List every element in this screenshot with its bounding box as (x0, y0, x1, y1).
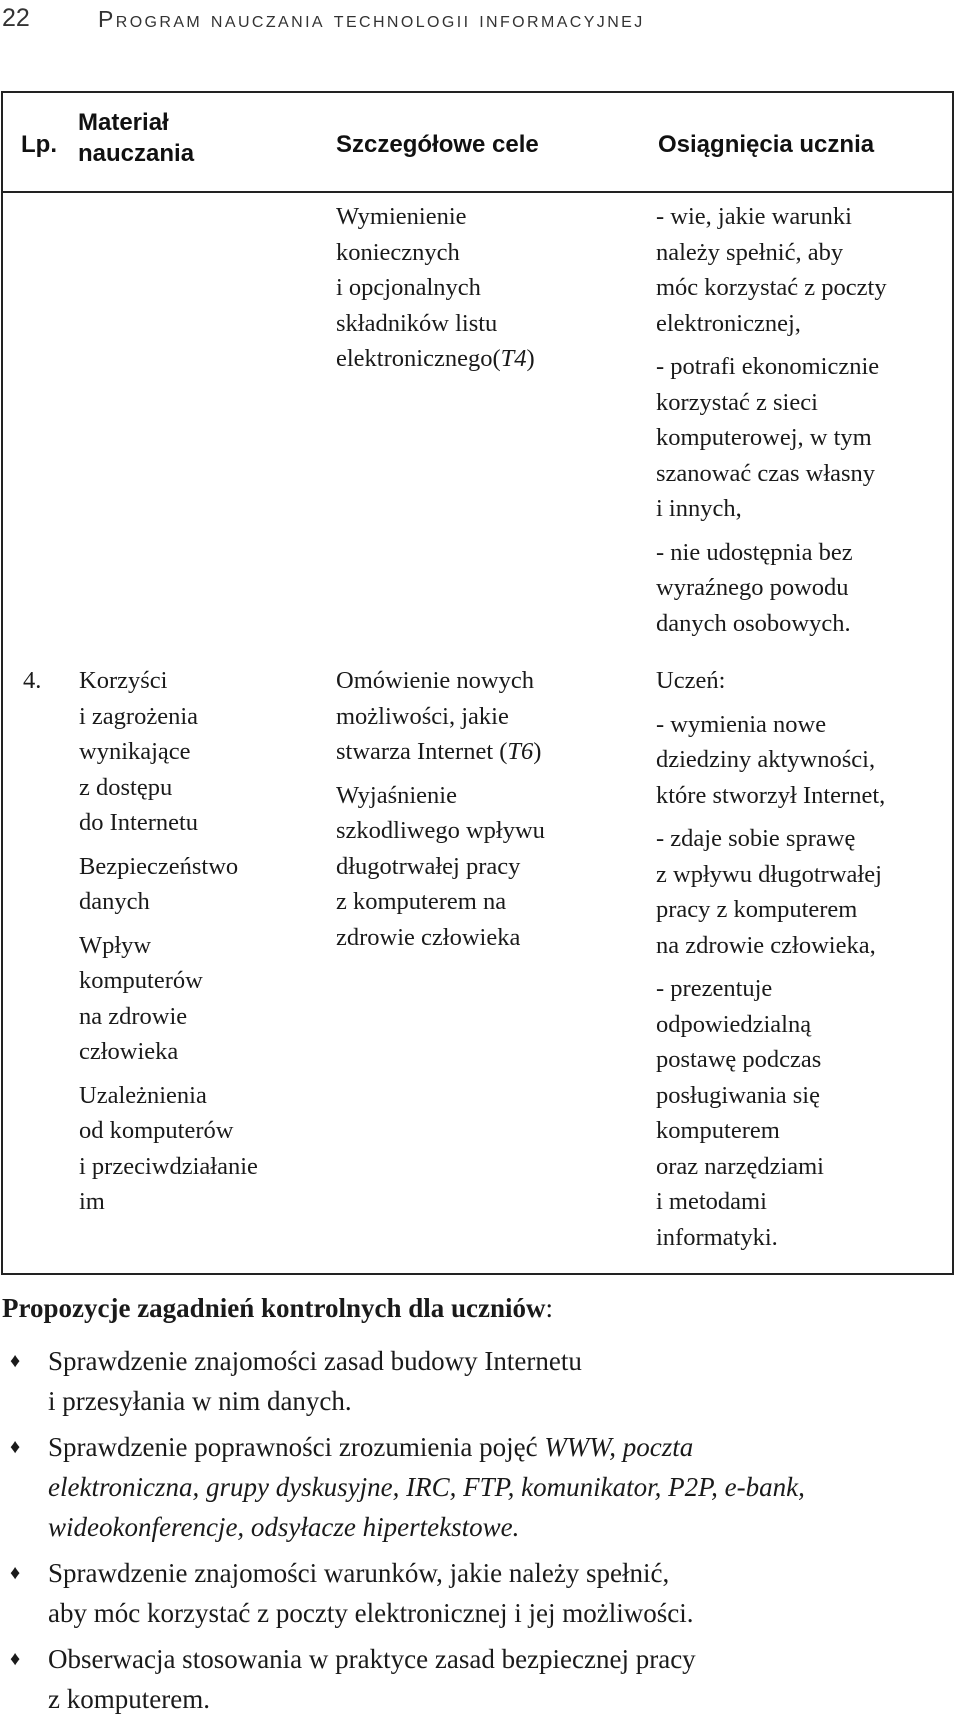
list-item-terms: WWW, poczta elektroniczna, grupy dyskusyjne, IRC, FTP, komunikator, P2P, e-bank, wideokonferencje, odsyłacze hipertekstowe. (48, 1432, 805, 1542)
running-title: Program nauczania technologii informacyjnej (98, 6, 645, 32)
goal-text: Wyjaśnienie szkodliwego wpływu długotrwałej pracy z komputerem na zdrowie człowieka (336, 781, 545, 951)
row-4-material (79, 663, 319, 1220)
achievement-item: - prezentuje odpowiedzialną postawę podczas posługiwania się komputerem oraz narzędziami i metodami informatyki. (656, 975, 824, 1251)
section-heading-text: Propozycje zagadnień kontrolnych dla uczniów (2, 1293, 546, 1323)
control-questions-list (0, 1341, 960, 1725)
material-item: Korzyści i zagrożenia wynikające z dostępu do Internetu (79, 667, 199, 836)
goal-text: Omówienie nowych możliwości, jakie stwarza Internet (T6) (336, 667, 542, 765)
diamond-bullet-icon: ♦ (10, 1436, 21, 1458)
page-number: 22 (2, 4, 30, 32)
achievement-item: - wie, jakie warunki należy spełnić, aby móc korzystać z poczty elektronicznej, (656, 203, 887, 337)
list-item-text: Sprawdzenie znajomości warunków, jakie należy spełnić, aby móc korzystać z poczty elektronicznej i jej możliwości. (48, 1558, 694, 1628)
section-heading-colon: : (545, 1293, 554, 1323)
column-header-lp: Lp. (21, 131, 57, 158)
column-header-material: Materiał nauczania (78, 109, 195, 168)
row-number: 4. (23, 667, 42, 694)
page-header (0, 4, 960, 44)
continued-row-achievements (656, 199, 956, 641)
achievement-item: - zdaje sobie sprawę z wpływu długotrwałej pracy z komputerem na zdrowie człowieka, (656, 825, 882, 959)
curriculum-table (1, 91, 954, 1275)
list-item-text: Obserwacja stosowania w praktyce zasad bezpiecznej pracy z komputerem. (48, 1644, 696, 1714)
list-item (0, 1639, 960, 1719)
achievement-item: - nie udostępnia bez wyraźnego powodu danych osobowych. (656, 538, 853, 637)
material-item: Bezpieczeństwo danych (79, 852, 239, 915)
column-header-achievements: Osiągnięcia ucznia (658, 131, 875, 158)
list-item (0, 1427, 960, 1547)
row-4-achievements (656, 663, 956, 1255)
material-item: Wpływ komputerów na zdrowie człowieka (79, 931, 203, 1065)
diamond-bullet-icon: ♦ (10, 1648, 21, 1670)
header-divider (3, 191, 952, 193)
continued-row-goals (336, 199, 636, 377)
achievement-item: - potrafi ekonomicznie korzystać z sieci komputerowej, w tym szanować czas własny i innych, (656, 353, 880, 522)
diamond-bullet-icon: ♦ (10, 1562, 21, 1584)
material-item: Uzależnienia od komputerów i przeciwdziałanie im (79, 1081, 258, 1215)
achievement-item: - wymienia nowe dziedziny aktywności, które stworzył Internet, (656, 710, 886, 809)
list-item (0, 1341, 960, 1421)
list-item (0, 1553, 960, 1633)
row-4-goals (336, 663, 636, 955)
list-item-text (48, 1432, 805, 1542)
achievements-intro: Uczeń: (656, 667, 726, 694)
column-header-goals: Szczegółowe cele (336, 131, 539, 158)
list-item-text-intro: Sprawdzenie poprawności zrozumienia pojęć (48, 1432, 545, 1462)
section-heading (2, 1293, 553, 1324)
diamond-bullet-icon: ♦ (10, 1350, 21, 1372)
list-item-text: Sprawdzenie znajomości zasad budowy Internetu i przesyłania w nim danych. (48, 1346, 582, 1416)
goal-text: Wymienienie koniecznych i opcjonalnych składników listu elektronicznego(T4) (336, 203, 535, 372)
